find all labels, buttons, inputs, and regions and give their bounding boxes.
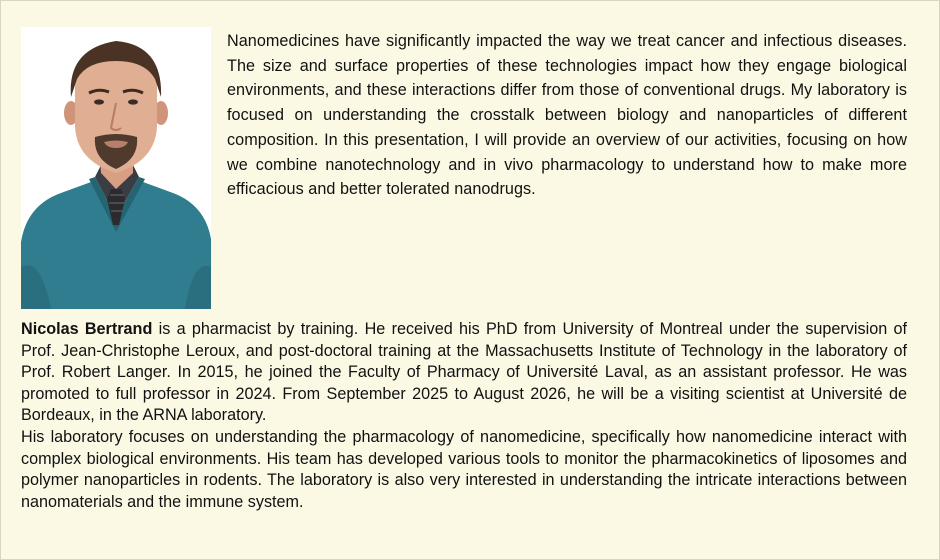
speaker-bio [21, 319, 907, 513]
talk-abstract: Nanomedicines have significantly impacted the way we treat cancer and infectious diseases. The size and surface properties of these technologies impact how they engage biological environments, and these interactions differ from those of conventional drugs. My laboratory is focused on understanding the crosstalk between biology and nanoparticles of different composition. In this presentation, I will provide an overview of our activities, focusing on how we combine nanotechnology and in vivo pharmacology to understand how to make more efficacious and better tolerated nanodrugs. [227, 32, 907, 199]
bio-paragraph-2: His laboratory focuses on understanding the pharmacology of nanomedicine, specifically how nanomedicine interact with complex biological environments. His team has developed various tools to monitor the pharmacokinetics of liposomes and polymer nanoparticles in rodents. The laboratory is also very interested in understanding the intricate interactions between nanomaterials and the immune system. [21, 427, 907, 511]
bio-paragraph-1 [21, 319, 907, 427]
speaker-portrait [21, 27, 211, 309]
bio-paragraph-1-text: is a pharmacist by training. He received his PhD from University of Montreal under the supervision of Prof. Jean-Christophe Leroux, and post-doctoral training at the Massachusetts Institute of Technology in the laboratory of Prof. Robert Langer. In 2015, he joined the Faculty of Pharmacy of Université Laval, as an assistant professor. He was promoted to full professor in 2024. From September 2025 to August 2026, he will be a visiting scientist at Université de Bordeaux, in the ARNA laboratory. [21, 320, 907, 425]
speaker-name: Nicolas Bertrand [21, 320, 153, 338]
